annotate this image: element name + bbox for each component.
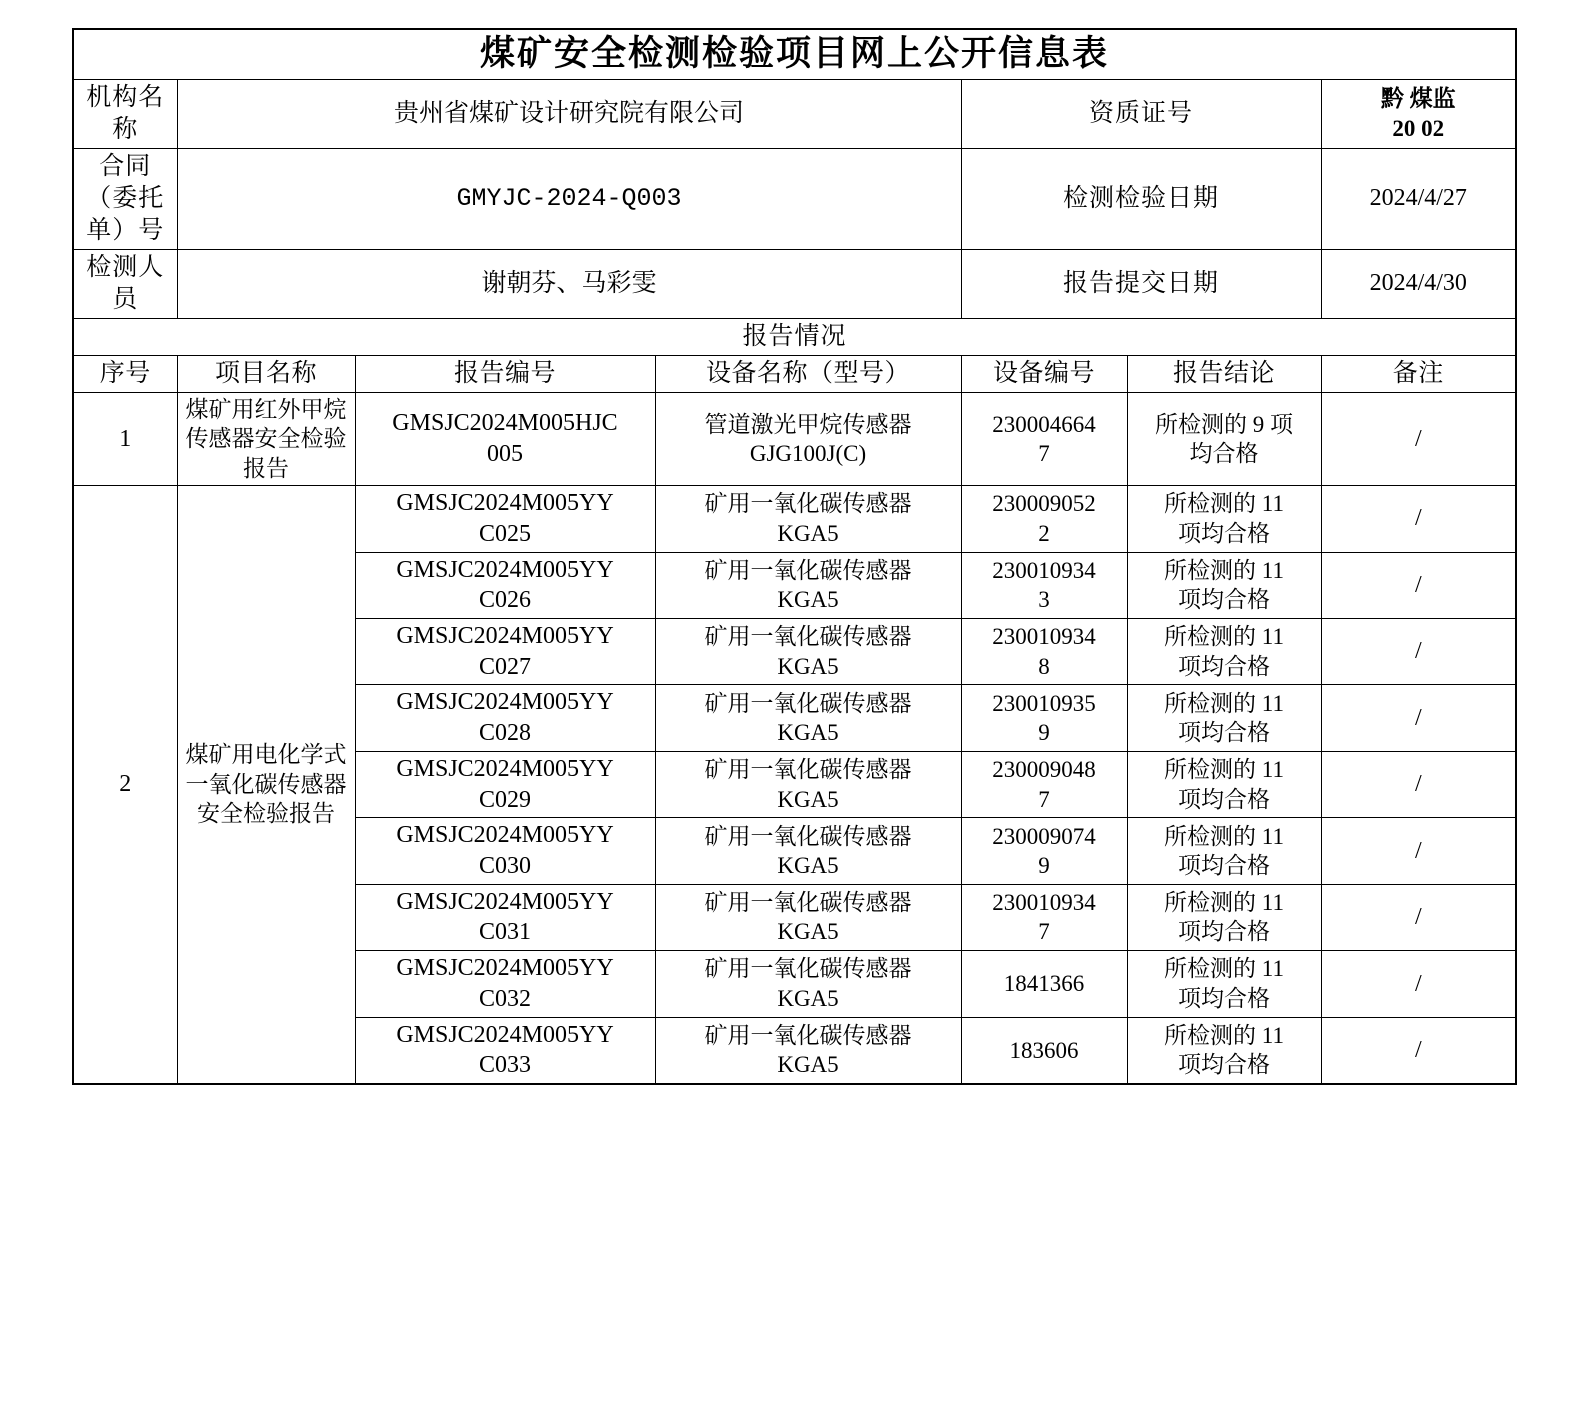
contract-row [73,148,1516,249]
row-conclusion-line2: 项均合格 [1178,520,1270,546]
row-conclusion-line2: 项均合格 [1178,853,1270,879]
row-conclusion-line2: 项均合格 [1178,919,1270,945]
row-device-name [655,392,961,485]
org-name-label: 机构名称 [73,79,177,148]
contract-number-label-line1: 合同（委托 [86,152,165,212]
row-report-no [355,951,655,1017]
row-report-no-line1: GMSJC2024M005YY [396,622,614,649]
row-remark: / [1321,486,1516,552]
row-device-no [961,818,1127,884]
row-conclusion [1127,392,1321,485]
row-report-no [355,884,655,950]
row-report-no-line2: C033 [478,1052,531,1079]
row-device-name-line1: 矿用一氧化碳传感器 [704,823,912,849]
submit-date-value: 2024/4/30 [1321,249,1516,318]
row-conclusion [1127,1017,1321,1084]
column-header-conclusion: 报告结论 [1127,355,1321,392]
row-project-name: 煤矿用电化学式一氧化碳传感器安全检验报告 [177,486,355,1084]
row-report-no-line1: GMSJC2024M005HJC [392,410,618,437]
row-conclusion-line1: 所检测的 11 [1164,757,1284,783]
submit-date-label: 报告提交日期 [961,249,1321,318]
row-conclusion-line2: 项均合格 [1178,1052,1270,1078]
row-conclusion-line2: 均合格 [1189,440,1259,466]
row-device-no-line2: 9 [1038,853,1050,879]
row-report-no [355,751,655,817]
row-report-no-line1: GMSJC2024M005YY [396,689,614,716]
row-device-name-line1: 矿用一氧化碳传感器 [704,557,912,583]
row-conclusion-line1: 所检测的 11 [1164,491,1284,517]
row-device-no-line1: 230009048 [992,757,1096,783]
row-report-no [355,685,655,751]
section-title-row [73,318,1516,355]
column-header-remark: 备注 [1321,355,1516,392]
row-device-name-line1: 矿用一氧化碳传感器 [704,1022,912,1048]
row-device-name-line2: KGA5 [777,853,839,879]
row-conclusion [1127,685,1321,751]
row-device-name-line2: KGA5 [777,520,839,546]
row-report-no-line2: C030 [478,853,531,880]
row-device-name [655,818,961,884]
table-row [73,392,1516,485]
row-device-name-line1: 矿用一氧化碳传感器 [704,690,912,716]
row-report-no-line2: 005 [487,440,523,467]
row-report-no-line2: C029 [478,786,531,813]
row-remark: / [1321,951,1516,1017]
row-conclusion-line1: 所检测的 11 [1164,890,1284,916]
row-device-no-line1: 230010934 [992,624,1096,650]
row-report-no-line2: C028 [478,720,531,747]
row-device-name-line2: GJG100J(C) [749,440,867,466]
row-conclusion-line1: 所检测的 11 [1164,1022,1284,1048]
test-date-label: 检测检验日期 [961,148,1321,249]
row-device-name-line2: KGA5 [777,653,839,679]
row-device-name-line1: 矿用一氧化碳传感器 [704,956,912,982]
row-device-name-line1: 矿用一氧化碳传感器 [704,757,912,783]
row-device-no-line2: 3 [1038,587,1050,613]
row-device-name [655,552,961,618]
row-device-name-line1: 矿用一氧化碳传感器 [704,624,912,650]
row-device-name [655,685,961,751]
certificate-value-line2: 20 02 [1392,115,1445,141]
row-conclusion [1127,618,1321,684]
row-index: 2 [73,486,177,1084]
row-report-no [355,392,655,485]
row-device-no-line2: 7 [1038,440,1050,466]
row-device-no [961,392,1127,485]
row-conclusion-line1: 所检测的 11 [1164,624,1284,650]
row-report-no-line1: GMSJC2024M005YY [396,888,614,915]
row-report-no-line1: GMSJC2024M005YY [396,1021,614,1048]
row-conclusion [1127,552,1321,618]
certificate-value [1321,79,1516,148]
certificate-value-line1: 黔 煤监 [1380,86,1456,112]
document-title: 煤矿安全检测检验项目网上公开信息表 [73,29,1516,79]
row-conclusion-line2: 项均合格 [1178,720,1270,746]
row-conclusion [1127,751,1321,817]
table-row [73,486,1516,552]
row-device-no-line1: 230009052 [992,491,1096,517]
column-header-project: 项目名称 [177,355,355,392]
column-header-device: 设备名称（型号） [655,355,961,392]
contract-number-value: GMYJC-2024-Q003 [177,148,961,249]
row-device-name [655,618,961,684]
row-device-no [961,685,1127,751]
row-conclusion-line2: 项均合格 [1178,587,1270,613]
row-report-no-line1: GMSJC2024M005YY [396,556,614,583]
row-device-no [961,618,1127,684]
inspector-row [73,249,1516,318]
column-header-row [73,355,1516,392]
row-conclusion-line1: 所检测的 11 [1164,823,1284,849]
row-device-no [961,552,1127,618]
row-device-name [655,951,961,1017]
row-device-name-line2: KGA5 [777,587,839,613]
certificate-label: 资质证号 [961,79,1321,148]
row-device-name-line2: KGA5 [777,919,839,945]
row-device-name-line2: KGA5 [777,720,839,746]
row-device-name-line2: KGA5 [777,1052,839,1078]
row-report-no-line1: GMSJC2024M005YY [396,490,614,517]
row-report-no [355,618,655,684]
row-device-no-line1: 230010934 [992,557,1096,583]
row-remark: / [1321,1017,1516,1084]
column-header-index: 序号 [73,355,177,392]
row-remark: / [1321,392,1516,485]
section-title: 报告情况 [73,318,1516,355]
row-report-no-line1: GMSJC2024M005YY [396,822,614,849]
row-report-no [355,818,655,884]
row-project-name: 煤矿用红外甲烷传感器安全检验报告 [177,392,355,485]
contract-number-label [73,148,177,249]
row-device-no [961,1017,1127,1084]
public-information-table [72,28,1517,1085]
org-name-value: 贵州省煤矿设计研究院有限公司 [177,79,961,148]
row-device-no-line1: 183606 [1009,1037,1079,1063]
row-conclusion [1127,486,1321,552]
row-device-no-line1: 230004664 [992,411,1096,437]
row-remark: / [1321,685,1516,751]
org-row [73,79,1516,148]
row-device-no-line2: 7 [1038,786,1050,812]
test-date-value: 2024/4/27 [1321,148,1516,249]
row-report-no [355,1017,655,1084]
row-report-no-line2: C025 [478,520,531,547]
column-header-report-no: 报告编号 [355,355,655,392]
row-index: 1 [73,392,177,485]
row-device-no-line2: 7 [1038,919,1050,945]
row-device-no-line2: 9 [1038,720,1050,746]
row-device-no [961,951,1127,1017]
row-device-no-line1: 1841366 [1003,971,1085,997]
row-report-no-line1: GMSJC2024M005YY [396,755,614,782]
row-conclusion-line2: 项均合格 [1178,786,1270,812]
row-report-no-line2: C026 [478,587,531,614]
row-remark: / [1321,618,1516,684]
row-report-no-line2: C027 [478,653,531,680]
row-remark: / [1321,552,1516,618]
row-remark: / [1321,818,1516,884]
row-device-name-line1: 矿用一氧化碳传感器 [704,890,912,916]
row-device-name [655,1017,961,1084]
row-report-no-line2: C032 [478,985,531,1012]
row-report-no-line2: C031 [478,919,531,946]
column-header-device-no: 设备编号 [961,355,1127,392]
row-device-no-line1: 230010934 [992,890,1096,916]
row-device-name [655,751,961,817]
row-device-no-line1: 230009074 [992,823,1096,849]
row-device-name-line1: 矿用一氧化碳传感器 [704,491,912,517]
row-conclusion-line1: 所检测的 9 项 [1155,411,1293,437]
row-conclusion [1127,951,1321,1017]
row-report-no [355,552,655,618]
row-conclusion-line2: 项均合格 [1178,653,1270,679]
row-device-no-line2: 8 [1038,653,1050,679]
row-device-name-line1: 管道激光甲烷传感器 [704,411,912,437]
row-conclusion [1127,884,1321,950]
row-device-no-line2: 2 [1038,520,1050,546]
row-report-no-line1: GMSJC2024M005YY [396,955,614,982]
row-conclusion-line1: 所检测的 11 [1164,690,1284,716]
row-report-no [355,486,655,552]
inspector-value: 谢朝芬、马彩雯 [177,249,961,318]
title-row [73,29,1516,79]
row-conclusion-line1: 所检测的 11 [1164,557,1284,583]
row-device-no [961,751,1127,817]
row-remark: / [1321,884,1516,950]
row-remark: / [1321,751,1516,817]
row-device-name [655,884,961,950]
row-device-name-line2: KGA5 [777,985,839,1011]
inspector-label: 检测人员 [73,249,177,318]
row-conclusion-line1: 所检测的 11 [1164,956,1284,982]
row-device-no [961,486,1127,552]
row-conclusion [1127,818,1321,884]
row-device-no [961,884,1127,950]
row-conclusion-line2: 项均合格 [1178,985,1270,1011]
contract-number-label-line2: 单）号 [86,216,165,244]
row-device-name-line2: KGA5 [777,786,839,812]
row-device-name [655,486,961,552]
row-device-no-line1: 230010935 [992,690,1096,716]
